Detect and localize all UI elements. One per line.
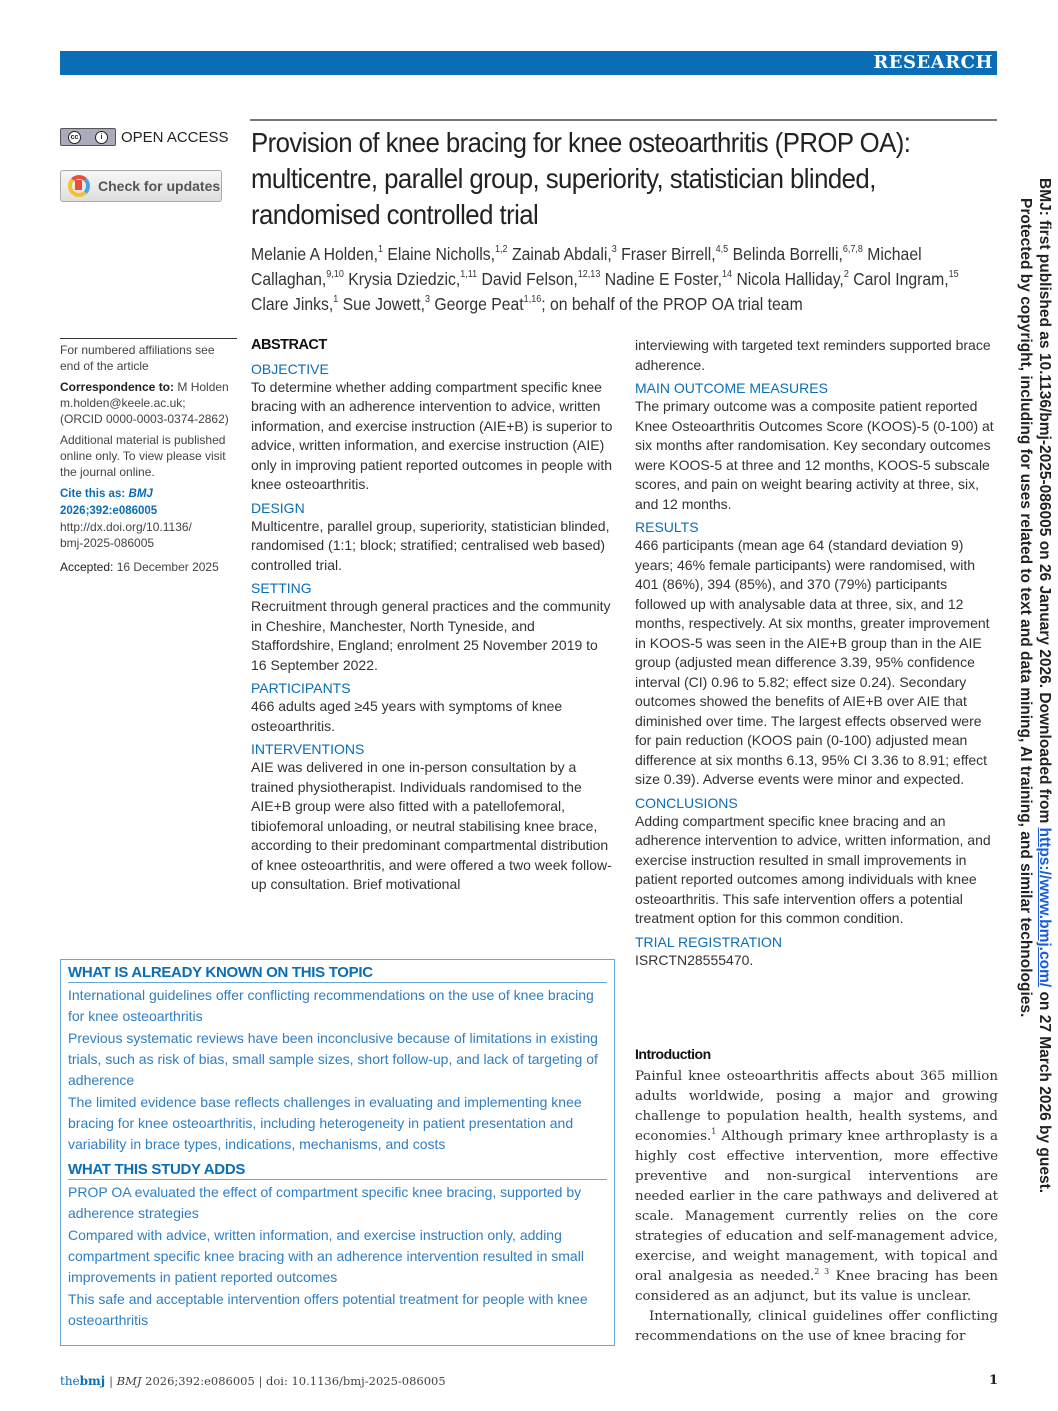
affiliation-ref: 2: [843, 269, 849, 280]
section-banner: [60, 51, 997, 75]
intro-text: Knee bracing has been considered as an adjunct, but its value is unclear.: [635, 1269, 998, 1304]
open-access-label: OPEN ACCESS: [121, 128, 229, 146]
affiliation-ref: 9,10: [326, 269, 344, 280]
summary-item: Compared with advice, written information, and exercise instruction only, adding compartment specific knee bracing with an adherence intervention resulted in small improvements in patient reported outcomes: [68, 1227, 584, 1285]
abstract-continuation: interviewing with targeted text reminders supported brace adherence.: [635, 337, 991, 373]
cite-label: Cite this as:: [60, 488, 126, 500]
author: Zainab Abdali,: [511, 244, 612, 264]
abstract-section-text: ISRCTN28555470.: [635, 951, 754, 968]
author: George Peat: [434, 294, 524, 314]
author-list: [251, 242, 971, 317]
reference[interactable]: 2 3: [814, 1267, 830, 1276]
affiliation-ref: 1,2: [495, 244, 508, 255]
cite-ref: 2026;392:e086005: [60, 505, 158, 517]
article-sidebar: [60, 338, 237, 580]
affiliation-ref: 3: [611, 244, 617, 255]
correspondence-name: M Holden: [177, 380, 229, 394]
author: Nadine E Foster,: [604, 269, 723, 289]
introduction: [635, 1046, 998, 1347]
abstract-left: [251, 336, 616, 895]
doi-link[interactable]: http://dx.doi.org/10.1136/: [60, 520, 192, 534]
abstract-right: [635, 336, 1000, 970]
author: Belinda Borrelli,: [732, 244, 843, 264]
notice-line-2: Protected by copyright, including for uses related to text and data mining, AI training, and similar technologies.: [1017, 198, 1034, 1018]
abstract-section-heading: INTERVENTIONS: [251, 741, 365, 757]
abstract-section-heading: MAIN OUTCOME MEASURES: [635, 380, 828, 396]
accepted: [60, 559, 237, 575]
affiliation-ref: 1,16: [523, 294, 542, 305]
correspondence-label: Correspondence to:: [60, 380, 175, 394]
intro-text: Although primary knee arthroplasty is a highly cost effective intervention, more effective preventive and non-surgical interventions are needed earlier in the care pathways and delivered at scale. Management currently relies on the core strategies of education and self-management advice, exercise, and weight management, with topical and oral analgesia as needed.: [635, 1129, 998, 1284]
affiliation-ref: 15: [948, 269, 959, 280]
title-rule: [250, 119, 997, 121]
crossmark-icon: [68, 175, 90, 197]
cc-by-icon: cc i: [60, 128, 116, 146]
page-footer: [60, 1374, 998, 1388]
summary-item: PROP OA evaluated the effect of compartment specific knee bracing, supported by adherence strategies: [68, 1184, 582, 1221]
summary-item: The limited evidence base reflects challenges in evaluating and implementing knee bracing for knee osteoarthritis, including heterogeneity in patient presentation and variability in brace types, indications, mechanisms, and costs: [68, 1094, 582, 1152]
notice-line-1: BMJ: first published as 10.1136/bmj-2025-086005 on 26 January 2026. Downloaded from https://www.bmj.com/ on 27 March 2026 by guest.: [1036, 178, 1053, 1194]
correspondence-email[interactable]: m.holden@keele.ac.uk;: [60, 396, 186, 410]
check-for-updates-button[interactable]: [60, 170, 222, 202]
summary-item: This safe and acceptable intervention offers potential treatment for people with knee osteoarthritis: [68, 1291, 588, 1328]
cite-journal: BMJ: [128, 488, 153, 500]
bmj-link[interactable]: https://www.bmj.com/: [1036, 827, 1053, 988]
correspondence: [60, 379, 237, 427]
abstract-section-heading: TRIAL REGISTRATION: [635, 933, 783, 950]
abstract-section-heading: CONCLUSIONS: [635, 794, 738, 811]
check-for-updates-label: Check for updates: [98, 178, 221, 194]
article-title: Provision of knee bracing for knee osteoarthritis (PROP OA): multicentre, parallel group, superiority, statistician blinded, randomised controlled trial: [251, 127, 911, 230]
author: Nicola Halliday,: [736, 269, 844, 289]
abstract-section-heading: OBJECTIVE: [251, 360, 329, 377]
affiliation-ref: 3: [424, 294, 430, 305]
abstract-section-heading: PARTICIPANTS: [251, 680, 351, 696]
abstract-section-text: AIE was delivered in one in-person consultation by a trained physiotherapist. Individuals randomised to the AIE+B group were also fitted with a patellofemoral, tibiofemoral unloading, or neutral stabilising knee brace, according to their predominant compartmental distribution of knee osteoarthritis, and were offered a two week follow-up consultation. Brief motivational: [251, 759, 612, 892]
abstract-section-text: Multicentre, parallel group, superiority, statistician blinded, randomised (1:1; block; stratified; centralised web based) controlled trial.: [251, 517, 610, 573]
author: Fraser Birrell,: [621, 244, 716, 264]
abstract-section-text: The primary outcome was a composite patient reported Knee Osteoarthritis Outcomes Score (KOOS)-5 (0-100) at six months after randomisation. Key secondary outcomes were KOOS-5 at three and 12 months, KOOS-5 subscale scores, and pain on weight bearing activity at three, six, and 12 months.: [635, 398, 994, 512]
affiliation-ref: 14: [722, 269, 733, 280]
affiliations-note: For numbered affiliations see end of the article: [60, 343, 215, 373]
affiliation-ref: 6,7,8: [842, 244, 863, 255]
affiliation-ref: 12,13: [577, 269, 601, 280]
summary-box: [60, 959, 615, 1346]
introduction-heading: Introduction: [635, 1046, 711, 1062]
author: Krysia Dziedzic,: [348, 269, 461, 289]
abstract-section-text: 466 participants (mean age 64 (standard deviation 9) years; 46% female participants) were randomised, with 401 (86%), 394 (85%), and 370 (79%) participants followed up with analysable data at three, six, and 12 months, respectively. At six months, greater improvement in KOOS-5 was seen in the AIE+B group than in the AIE group (adjusted mean difference 3.39, 95% confidence interval (CI) 0.96 to 5.82; effect size 0.24). Secondary outcomes showed the benefits of AIE+B over AIE that diminished over time. The largest effects observed were for pain reduction (KOOS pain (0-100) adjusted mean difference at six months 6.13, 95% CI 3.36 to 8.91; effect size 0.39). Adverse events were minor and expected.: [635, 537, 990, 787]
adds-heading: WHAT THIS STUDY ADDS: [68, 1161, 607, 1180]
accepted-date: 16 December 2025: [116, 560, 219, 574]
author: Elaine Nicholls,: [387, 244, 496, 264]
affiliation-ref: 1,11: [460, 269, 478, 280]
download-notice: [1010, 178, 1054, 1238]
known-heading: WHAT IS ALREADY KNOWN ON THIS TOPIC: [68, 964, 607, 983]
author: Michael Callaghan,: [251, 244, 922, 289]
footer-logo-bmj: bmj: [79, 1374, 106, 1388]
abstract-section-text: To determine whether adding compartment specific knee bracing with an adherence intervention to advice, written information, and exercise instruction (AIE+B) is superior to advice, written information, and exercise instruction (AIE) only in improving patient reported outcomes in people with knee osteoarthritis.: [251, 378, 613, 492]
introduction-paragraph: [635, 1067, 998, 1307]
affiliation-ref: 1: [377, 244, 383, 255]
intro-text: Painful knee osteoarthritis affects about 365 million adults worldwide, posing a major and growing challenge to population health, health systems, and economies.: [635, 1069, 998, 1144]
abstract-section-text: Adding compartment specific knee bracing and an adherence intervention to advice, written information, and exercise instruction resulted in small improvements in patient reported outcomes among individuals with knee osteoarthritis. This safe intervention offers a potential treatment option for this common condition.: [635, 812, 991, 926]
section-label: RESEARCH: [873, 52, 993, 73]
footer-citation: | BMJ 2026;392:e086005 | doi: 10.1136/bmj-2025-086005: [109, 1374, 446, 1388]
footer-logo-the: the: [60, 1374, 80, 1388]
abstract-section-heading: DESIGN: [251, 499, 305, 516]
affiliation-ref: 4,5: [715, 244, 729, 255]
author: Melanie A Holden,: [251, 244, 378, 264]
citation: [60, 485, 237, 551]
abstract-section-text: Recruitment through general practices and the community in Cheshire, Manchester, North Tyneside, and Staffordshire, England; enrolment 25 November 2019 to 16 September 2022.: [251, 598, 611, 673]
author: David Felson,: [481, 269, 578, 289]
abstract-section-heading: RESULTS: [635, 519, 699, 535]
author: Sue Jowett,: [342, 294, 425, 314]
abstract-section-heading: SETTING: [251, 580, 312, 596]
abstract-section-text: 466 adults aged ≥45 years with symptoms of knee osteoarthritis.: [251, 698, 563, 734]
doi-link-cont[interactable]: bmj-2025-086005: [60, 536, 155, 550]
additional-material-note: Additional material is published online only. To view please visit the journal online.: [60, 433, 226, 479]
author: Clare Jinks,: [251, 294, 334, 314]
orcid: (ORCID 0000-0003-0374-2862): [60, 412, 229, 426]
introduction-paragraph: Internationally, clinical guidelines offer conflicting recommendations on the use of knee bracing for: [635, 1309, 998, 1344]
reference[interactable]: 1: [711, 1127, 717, 1136]
authors-suffix: ; on behalf of the PROP OA trial team: [541, 294, 803, 314]
author: Carol Ingram,: [853, 269, 949, 289]
summary-item: International guidelines offer conflicting recommendations on the use of knee bracing for knee osteoarthritis: [68, 987, 594, 1024]
abstract-heading: ABSTRACT: [251, 337, 327, 353]
page-number: 1: [988, 1373, 998, 1388]
accepted-label: Accepted:: [60, 560, 114, 574]
summary-item: Previous systematic reviews have been inconclusive because of limitations in existing trials, such as risk of bias, small sample sizes, short follow-up, and lack of targeting of adherence: [68, 1030, 598, 1088]
open-access-badge[interactable]: [60, 128, 229, 146]
affiliation-ref: 1: [333, 294, 339, 305]
